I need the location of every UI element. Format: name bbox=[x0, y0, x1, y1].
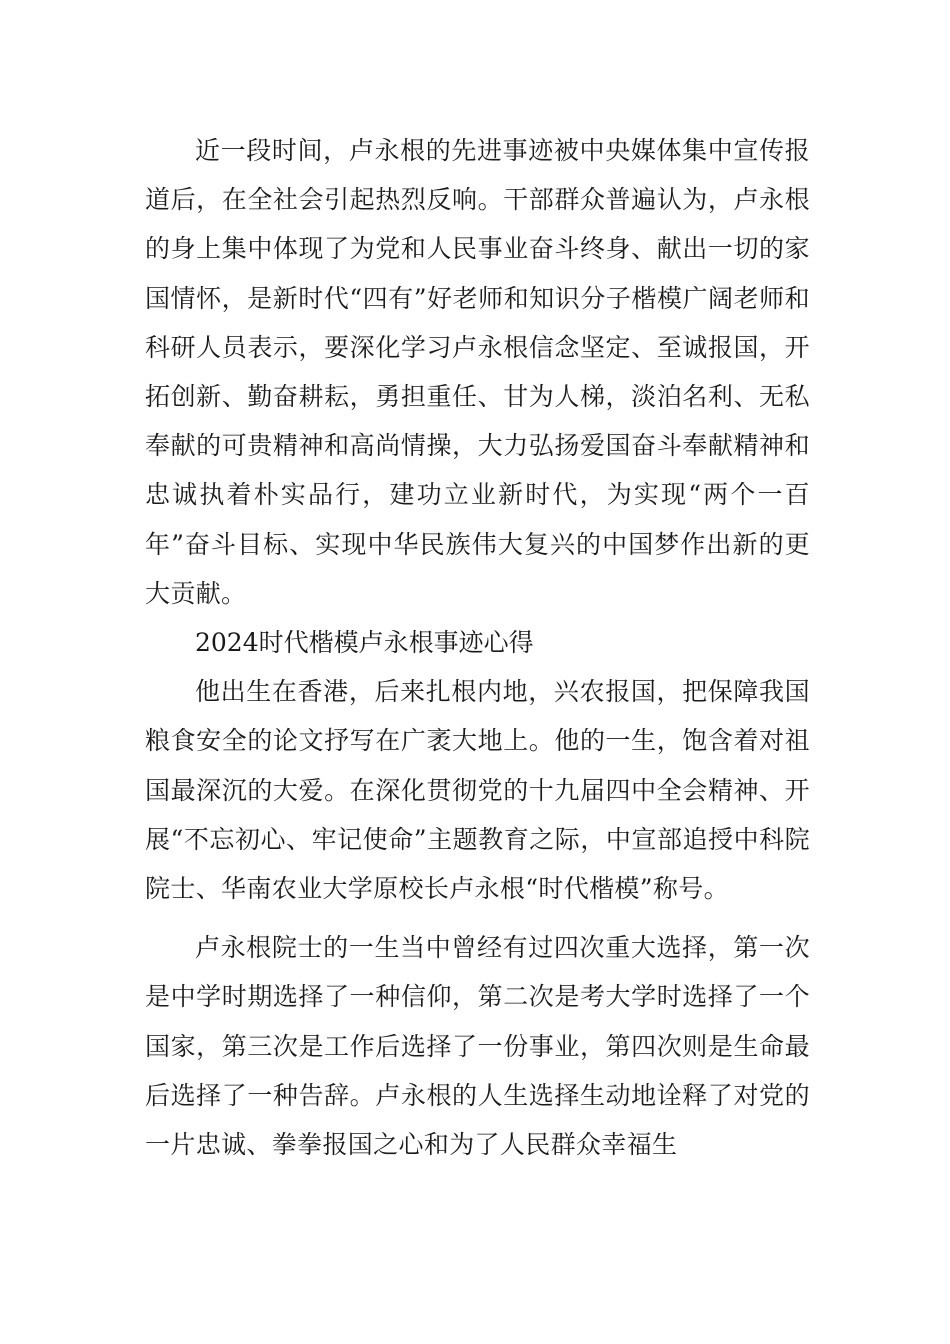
section-heading: 2024时代楷模卢永根事迹心得 bbox=[195, 628, 534, 658]
document-body bbox=[145, 126, 810, 1169]
paragraph-biography: 他出生在香港，后来扎根内地，兴农报国，把保障我国粮食安全的论文抒写在广袤大地上。他的一生，饱含着对祖国最深沉的大爱。在深化贯彻党的十九届四中全会精神、开展“不忘初心、牢记使命”主题教育之际，中宣部追授中科院院士、华南农业大学原校长卢永根“时代楷模”称号。 bbox=[145, 677, 810, 904]
paragraph-choices: 卢永根院士的一生当中曾经有过四次重大选择，第一次是中学时期选择了一种信仰，第二次是考大学时选择了一个国家，第三次是工作后选择了一份事业，第四次则是生命最后选择了一种告辞。卢永根的人生选择生动地诠释了对党的一片忠诚、拳拳报国之心和为了人民群众幸福生 bbox=[145, 933, 810, 1160]
paragraph-intro: 近一段时间，卢永根的先进事迹被中央媒体集中宣传报道后，在全社会引起热烈反响。干部群众普遍认为，卢永根的身上集中体现了为党和人民事业奋斗终身、献出一切的家国情怀，是新时代“四有”好老师和知识分子楷模广阔老师和科研人员表示，要深化学习卢永根信念坚定、至诚报国，开拓创新、勤奋耕耘，勇担重任、甘为人梯，淡泊名利、无私奉献的可贵精神和高尚情操，大力弘扬爱国奋斗奉献精神和忠诚执着朴实品行，建功立业新时代，为实现“两个一百年”奋斗目标、实现中华民族伟大复兴的中国梦作出新的更大贡献。 bbox=[145, 136, 810, 608]
